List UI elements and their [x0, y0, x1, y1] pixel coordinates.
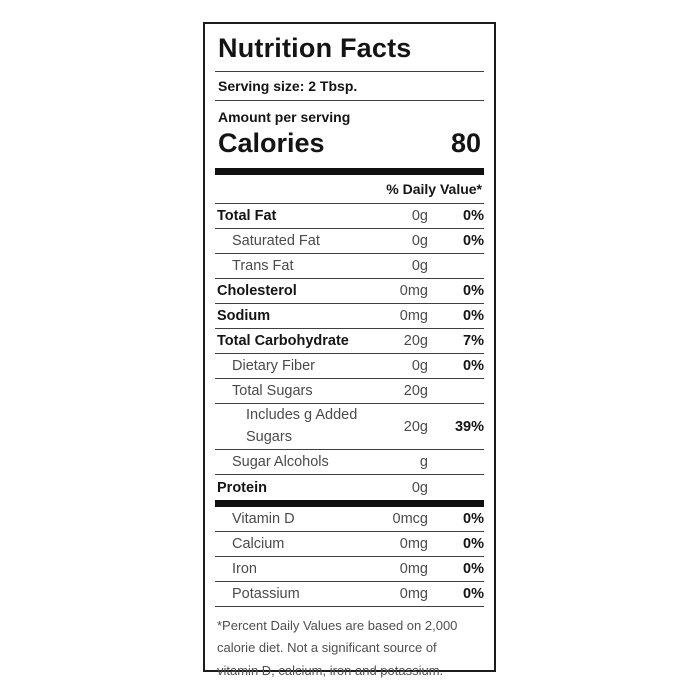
nutrient-row-sugar-alcohols	[215, 450, 484, 475]
nutrient-amount: 0mg	[399, 308, 428, 324]
nutrient-dv: 0%	[463, 561, 484, 577]
thick-separator-bar	[215, 168, 484, 175]
nutrient-amount: 0g	[411, 208, 428, 224]
nutrient-name: Cholesterol	[217, 283, 297, 299]
nutrient-amount: 0g	[411, 258, 428, 274]
nutrient-name: Vitamin D	[232, 511, 295, 527]
nutrient-dv: 0%	[463, 283, 484, 299]
nutrient-amount: 20g	[403, 333, 428, 349]
nutrient-amount: 0mg	[399, 283, 428, 299]
nutrient-row-total-fat	[215, 204, 484, 229]
nutrient-name: Calcium	[232, 536, 285, 552]
nutrient-dv: 0%	[463, 586, 484, 602]
nutrient-rows	[215, 204, 484, 500]
micronutrient-row-potassium	[215, 582, 484, 607]
micronutrient-row-iron	[215, 557, 484, 582]
nutrient-amount: g	[419, 454, 428, 470]
nutrient-row-saturated-fat	[215, 229, 484, 254]
nutrient-amount: 0mcg	[392, 511, 428, 527]
calories-row	[215, 125, 484, 168]
nutrient-row-sodium	[215, 304, 484, 329]
nutrient-amount: 20g	[403, 418, 428, 435]
nutrient-name: Total Carbohydrate	[217, 333, 349, 349]
nutrient-amount: 0mg	[399, 586, 428, 602]
nutrient-name: Sodium	[217, 308, 271, 324]
nutrient-name: Saturated Fat	[232, 233, 320, 249]
nutrient-dv: 39%	[454, 418, 484, 435]
amount-per-serving-text: Amount per serving	[218, 109, 351, 125]
nutrient-amount: 0mg	[399, 561, 428, 577]
nutrient-name: Dietary Fiber	[232, 358, 315, 374]
nutrient-amount: 0g	[411, 479, 428, 496]
nutrient-dv: 0%	[463, 358, 484, 374]
nutrient-amount: 0g	[411, 233, 428, 249]
nutrient-name: Total Sugars	[232, 383, 313, 399]
micronutrient-rows	[215, 507, 484, 607]
footnote-text: *Percent Daily Values are based on 2,000 calorie diet. Not a significant source of vitamin D, calcium, iron and potassium.	[217, 618, 458, 678]
nutrient-name: Includes g Added Sugars	[246, 407, 358, 445]
nutrient-amount: 0g	[411, 358, 428, 374]
nutrient-row-total-sugars	[215, 379, 484, 404]
nutrient-dv: 7%	[463, 333, 484, 349]
nutrient-name: Protein	[217, 479, 267, 496]
nutrient-row-added-sugars	[215, 404, 484, 450]
serving-size-text: Serving size: 2 Tbsp.	[218, 78, 358, 94]
label-title: Nutrition Facts	[218, 33, 412, 63]
nutrient-row-protein	[215, 475, 484, 500]
nutrient-row-cholesterol	[215, 279, 484, 304]
nutrient-name: Total Fat	[217, 208, 277, 224]
nutrient-name: Potassium	[232, 586, 300, 602]
micronutrient-row-calcium	[215, 532, 484, 557]
calories-value: 80	[450, 128, 481, 158]
nutrient-dv: 0%	[463, 308, 484, 324]
nutrient-name: Sugar Alcohols	[232, 454, 329, 470]
micronutrient-row-vitamin-d	[215, 507, 484, 532]
nutrient-dv: 0%	[463, 233, 484, 249]
nutrient-dv: 0%	[463, 511, 484, 527]
nutrient-amount: 20g	[403, 383, 428, 399]
calories-label: Calories	[218, 128, 325, 158]
nutrient-name: Iron	[232, 561, 257, 577]
nutrient-dv: 0%	[463, 208, 484, 224]
thick-separator-bar	[215, 500, 484, 507]
nutrient-name: Trans Fat	[232, 258, 294, 274]
nutrient-amount: 0mg	[399, 536, 428, 552]
nutrient-row-total-carbohydrate	[215, 329, 484, 354]
nutrient-dv: 0%	[463, 536, 484, 552]
daily-value-header: % Daily Value*	[215, 175, 484, 204]
nutrient-row-dietary-fiber	[215, 354, 484, 379]
nutrient-row-trans-fat	[215, 254, 484, 279]
nutrition-facts-label	[203, 22, 496, 678]
